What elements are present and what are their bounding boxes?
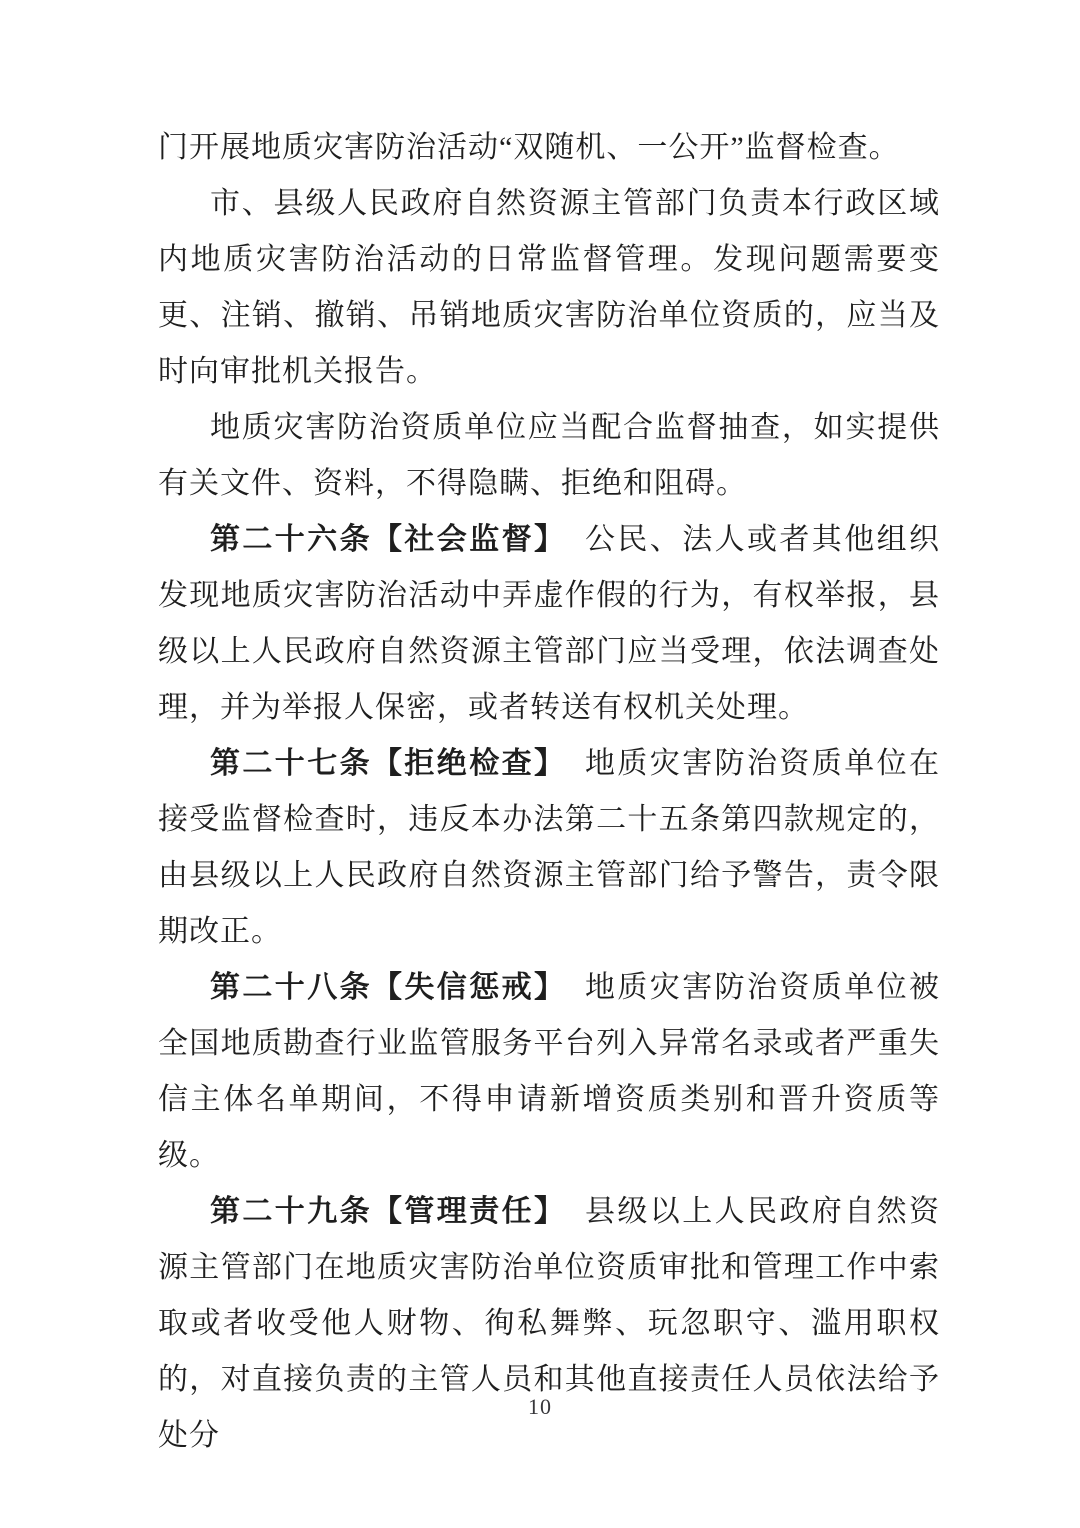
article-heading: 第二十九条【管理责任】 bbox=[210, 1195, 567, 1228]
article-heading: 第二十七条【拒绝检查】 bbox=[210, 747, 567, 780]
paragraph bbox=[158, 400, 940, 512]
article-heading: 第二十八条【失信惩戒】 bbox=[210, 971, 567, 1004]
paragraph-text: 地质灾害防治资质单位应当配合监督抽查，如实提供有关文件、资料，不得隐瞒、拒绝和阻碍。 bbox=[158, 411, 940, 500]
paragraph-text: 地质灾害防治资质单位在接受监督检查时，违反本办法第二十五条第四款规定的，由县级以上人民政府自然资源主管部门给予警告，责令限期改正。 bbox=[158, 747, 941, 948]
paragraph-text: 县级以上人民政府自然资源主管部门在地质灾害防治单位资质审批和管理工作中索取或者收受他人财物、徇私舞弊、玩忽职守、滥用职权的，对直接负责的主管人员和其他直接责任人员依法给予处分 bbox=[158, 1195, 941, 1452]
paragraph-text: 公民、法人或者其他组织发现地质灾害防治活动中弄虚作假的行为，有权举报，县级以上人民政府自然资源主管部门应当受理，依法调查处理，并为举报人保密，或者转送有权机关处理。 bbox=[158, 523, 941, 724]
paragraph bbox=[158, 120, 940, 176]
document-body bbox=[158, 120, 940, 1464]
paragraph-text: 门开展地质灾害防治活动“双随机、一公开”监督检查。 bbox=[158, 131, 900, 164]
paragraph-article-29 bbox=[158, 1184, 940, 1464]
paragraph-text: 市、县级人民政府自然资源主管部门负责本行政区域内地质灾害防治活动的日常监督管理。发现问题需要变更、注销、撤销、吊销地质灾害防治单位资质的，应当及时向审批机关报告。 bbox=[158, 187, 940, 388]
paragraph-article-26 bbox=[158, 512, 940, 736]
paragraph-text: 地质灾害防治资质单位被全国地质勘查行业监管服务平台列入异常名录或者严重失信主体名单期间，不得申请新增资质类别和晋升资质等级。 bbox=[158, 971, 941, 1172]
page-number: 10 bbox=[528, 1394, 552, 1419]
paragraph-article-27 bbox=[158, 736, 940, 960]
paragraph bbox=[158, 176, 940, 400]
paragraph-article-28 bbox=[158, 960, 940, 1184]
article-heading: 第二十六条【社会监督】 bbox=[210, 523, 567, 556]
